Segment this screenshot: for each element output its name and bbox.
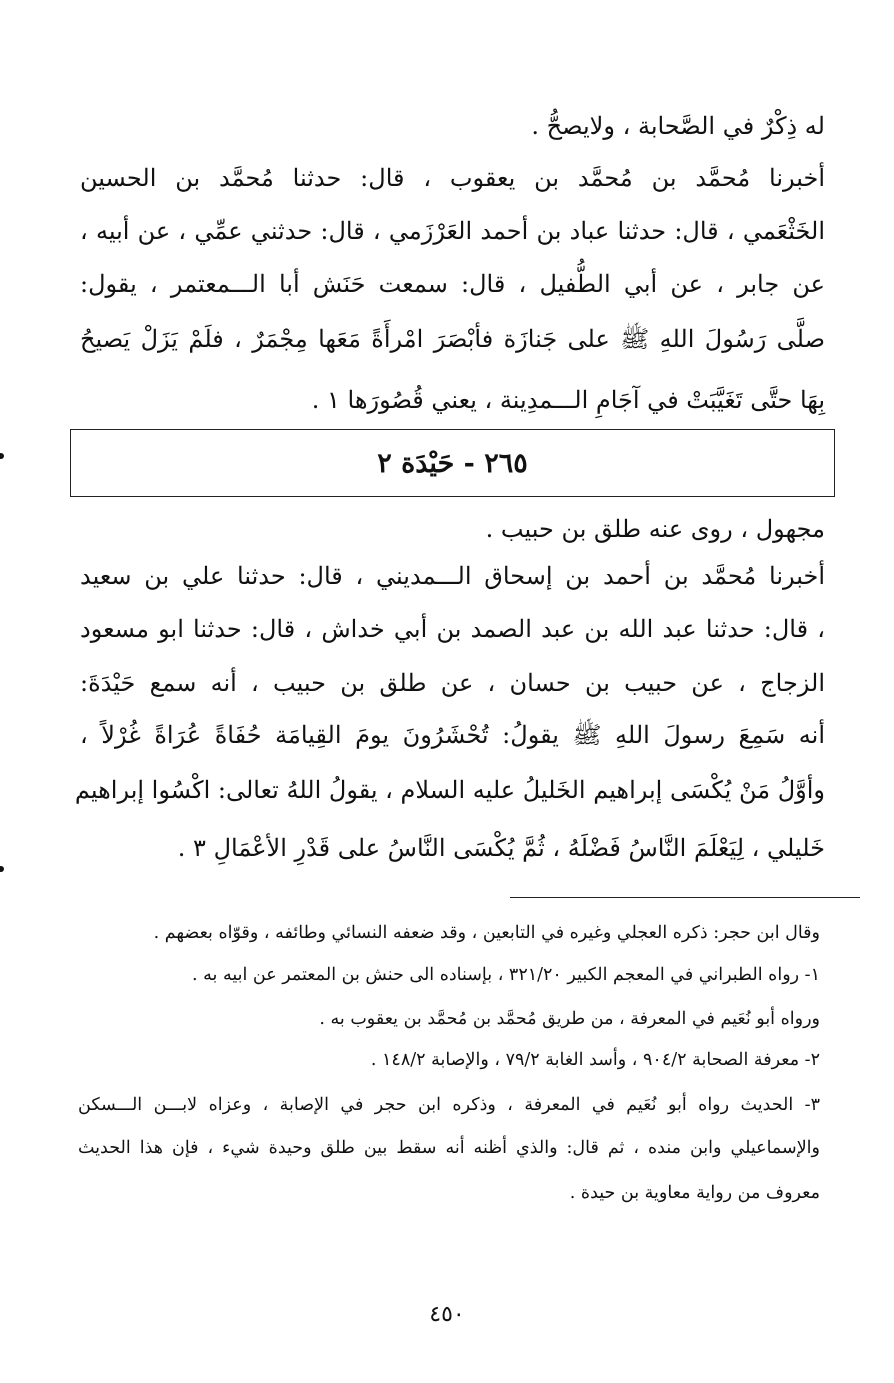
footnote-line: ٢- معرفة الصحابة ٩٠٤/٢ ، وأسد الغابة ٧٩/٢ ، والإصابة ١٤٨/٢ . bbox=[370, 1050, 820, 1070]
scan-edge-mark bbox=[0, 866, 4, 872]
footnote-line: ورواه أبو نُعَيم في المعرفة ، من طريق مُحمَّد بن مُحمَّد بن يعقوب به . bbox=[319, 1009, 820, 1029]
footnote-line: ١- رواه الطبراني في المعجم الكبير ٣٢١/٢٠ ، بإسناده الى حنش بن المعتمر عن ابيه به . bbox=[192, 965, 820, 985]
footnote-line: معروف من رواية معاوية بن حيدة . bbox=[569, 1183, 820, 1203]
text-line: له ذِكْرٌ في الصَّحابة ، ولايصحُّ . bbox=[531, 112, 825, 140]
entry-heading-box bbox=[70, 429, 835, 497]
text-line: الزجاج ، عن حبيب بن حسان ، عن طلق بن حبيب ، أنه سمع حَيْدَةَ: bbox=[80, 669, 826, 697]
text-line: ، قال: حدثنا عبد الله بن عبد الصمد بن أبي خداش ، قال: حدثنا ابو مسعود bbox=[80, 615, 825, 643]
text-line: أنه سَمِعَ رسولَ اللهِ ﷺ يقولُ: تُحْشَرُونَ يومَ القِيامَة حُفَاةً عُرَاةً غُرْلاً ، bbox=[80, 721, 825, 749]
footnote-line: ٣- الحديث رواه أبو نُعَيم في المعرفة ، وذكره ابن حجر في الإصابة ، وعزاه لابـــن الـــسكن bbox=[78, 1095, 820, 1115]
footnote-line: والإسماعيلي وابن منده ، ثم قال: والذي أظنه أنه سقط بين طلق وحيدة شيء ، فإن هذا الحديث bbox=[78, 1138, 820, 1158]
scan-edge-mark bbox=[0, 453, 4, 459]
text-line: وأوَّلُ مَنْ يُكْسَى إبراهيم الخَليلُ عليه السلام ، يقولُ اللهُ تعالى: اكْسُوا إبراهيم bbox=[74, 776, 825, 804]
footnote-line: وقال ابن حجر: ذكره العجلي وغيره في التابعين ، وقد ضعفه النسائي وطائفه ، وقوّاه بعضهم . bbox=[153, 923, 820, 943]
text-line: عن جابر ، عن أبي الطُّفيل ، قال: سمعت حَنَش أبا الـــمعتمر ، يقول: bbox=[80, 270, 825, 298]
text-line: أخبرنا مُحمَّد بن مُحمَّد بن يعقوب ، قال: حدثنا مُحمَّد بن الحسين bbox=[80, 164, 825, 192]
text-line: صلَّى رَسُولَ اللهِ ﷺ على جَنازَة فأبْصَرَ امْرأَةً مَعَها مِجْمَرٌ ، فلَمْ يَزَلْ يَصيحُ bbox=[80, 325, 825, 353]
text-line: خَليلي ، لِيَعْلَمَ النَّاسُ فَضْلَهُ ، ثُمَّ يُكْسَى النَّاسُ على قَدْرِ الأعْمَالِ ٣ . bbox=[177, 834, 825, 862]
page-number: ٤٥٠ bbox=[429, 1302, 465, 1327]
text-line: مجهول ، روى عنه طلق بن حبيب . bbox=[485, 515, 825, 543]
footnote-divider bbox=[510, 897, 860, 898]
entry-heading: ٢٦٥ - حَيْدَة ٢ bbox=[377, 447, 528, 479]
text-line: أخبرنا مُحمَّد بن أحمد بن إسحاق الـــمديني ، قال: حدثنا علي بن سعيد bbox=[80, 562, 825, 590]
text-line: بِهَا حتَّى تَغَيَّبَتْ في آجَامِ الـــمدِينة ، يعني قُصُورَها ١ . bbox=[311, 386, 825, 414]
text-line: الخَثْعَمي ، قال: حدثنا عباد بن أحمد العَرْزَمي ، قال: حدثني عمِّي ، عن أبيه ، bbox=[80, 217, 825, 245]
